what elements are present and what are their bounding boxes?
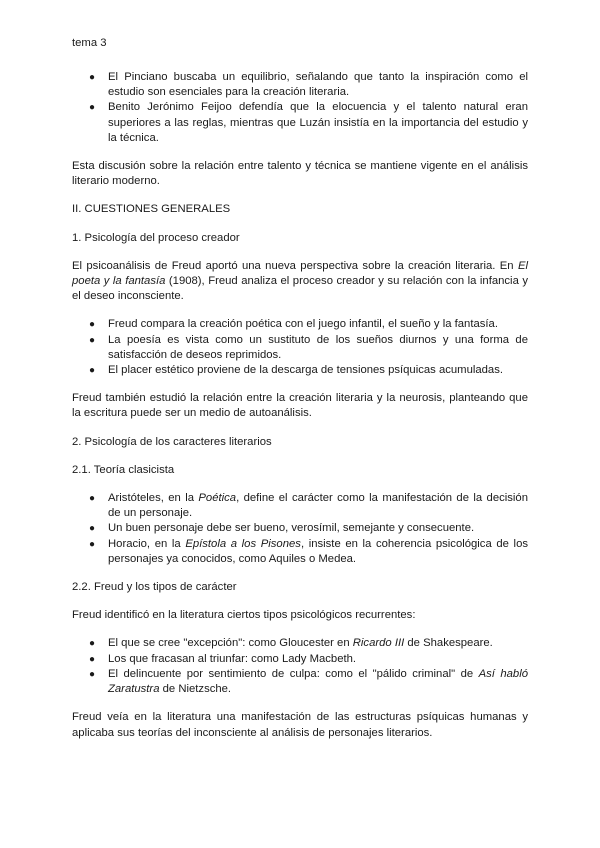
list-item: ● Horacio, en la Epístola a los Pisones, insiste en la coherencia psicológica de los personajes ya conocidos, como Aquiles o Medea. (89, 537, 529, 565)
page-header: tema 3 (72, 37, 107, 49)
list-item: ● El que se cree "excepción": como Gloucester en Ricardo III de Shakespeare. (72, 636, 528, 651)
list-item: ● El Pinciano buscaba un equilibrio, señalando que tanto la inspiración como el estudio son esenciales para la creación literaria. (89, 71, 528, 99)
section-1-heading: 1. Psicología del proceso creador (72, 231, 240, 244)
bullet-icon: ● (89, 365, 96, 377)
work-title: El poeta y la fantasía (72, 259, 528, 288)
work-title: Así habló Zaratustra (108, 667, 529, 696)
intro-paragraph: Esta discusión sobre la relación entre talento y técnica se mantiene vigente en el análisis literario moderno. (72, 160, 528, 188)
section-1-paragraph: El psicoanálisis de Freud aportó una nueva perspectiva sobre la creación literaria. En El poeta y la fantasía (1908), Freud analiza el proceso creador y su relación con la infancia y el deseo inconsciente. (72, 259, 528, 303)
bullet-icon: ● (89, 493, 96, 505)
work-title: Epístola a los Pisones (185, 537, 301, 550)
list-item: ● Benito Jerónimo Feijoo defendía que la elocuencia y el talento natural eran superiores a las reglas, mientras que Luzán insistía en la importancia del estudio y la técnica. (89, 101, 528, 144)
bullet-icon: ● (89, 653, 96, 665)
bullet-icon: ● (89, 334, 96, 346)
section-2-2-intro: Freud identificó en la literatura ciertos tipos psicológicos recurrentes: (72, 609, 416, 622)
bullet-icon: ● (89, 638, 96, 650)
section-1-closing: Freud también estudió la relación entre la creación literaria y la neurosis, planteando que la escritura puede ser un medio de autoanálisis. (72, 392, 528, 420)
section-ii-heading: II. CUESTIONES GENERALES (72, 203, 231, 216)
list-item: ● El delincuente por sentimiento de culpa: como el "pálido criminal" de Así habló Zaratustra de Nietzsche. (89, 667, 529, 696)
work-title: Ricardo III (352, 637, 405, 650)
document-body (72, 70, 528, 754)
section-2-1-bullet-list (72, 491, 528, 567)
work-title: Poética (198, 492, 237, 505)
section-2-2-bullet-list (72, 636, 528, 697)
bullet-icon: ● (89, 538, 96, 550)
list-item: ● La poesía es vista como un sustituto de los sueños diurnos y una forma de satisfacción de deseos reprimidos. (89, 333, 528, 361)
section-1-bullet-list (72, 317, 528, 378)
list-item: ● Aristóteles, en la Poética, define el carácter como la manifestación de la decisión de un personaje. (89, 492, 528, 520)
list-item: ● Los que fracasan al triunfar: como Lady Macbeth. (72, 652, 528, 667)
bullet-icon: ● (89, 72, 96, 83)
list-item: ● El placer estético proviene de la descarga de tensiones psíquicas acumuladas. (72, 363, 528, 378)
list-item: ● Freud compara la creación poética con el juego infantil, el sueño y la fantasía. (72, 317, 528, 332)
section-2-2-closing: Freud veía en la literatura una manifestación de las estructuras psíquicas humanas y aplicaba sus teorías del inconsciente al análisis de personajes literarios. (72, 711, 528, 739)
intro-bullet-list (72, 70, 528, 146)
bullet-icon: ● (89, 668, 96, 680)
bullet-icon: ● (89, 102, 96, 114)
section-2-heading: 2. Psicología de los caracteres literarios (72, 435, 272, 448)
bullet-icon: ● (89, 319, 96, 331)
list-item: ● Un buen personaje debe ser bueno, verosímil, semejante y consecuente. (72, 521, 528, 536)
section-2-2-heading: 2.2. Freud y los tipos de carácter (72, 581, 237, 594)
bullet-icon: ● (89, 523, 96, 535)
section-2-1-heading: 2.1. Teoría clasicista (72, 463, 175, 476)
